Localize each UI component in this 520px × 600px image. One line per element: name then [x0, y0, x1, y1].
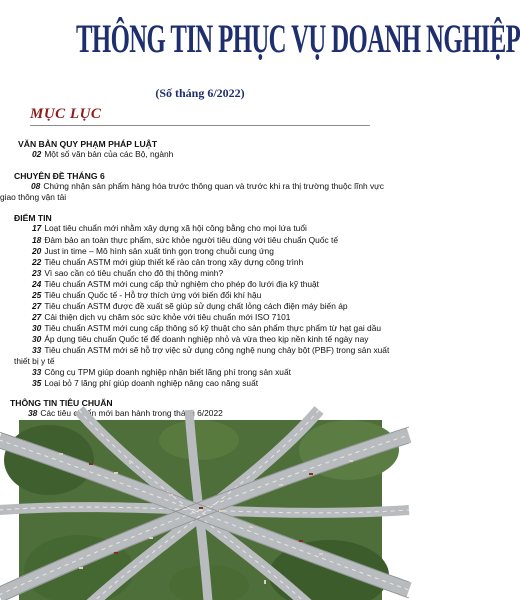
- toc-item-page: 18: [32, 235, 42, 245]
- toc-item-page: 38: [28, 408, 38, 418]
- toc-item[interactable]: [32, 246, 274, 256]
- toc-item-page: 22: [32, 257, 42, 267]
- toc-item-text: Áp dụng tiêu chuẩn Quốc tế để doanh nghiệp nhỏ và vừa theo kịp nền kinh tế ngày nay: [44, 334, 369, 344]
- highway-interchange-photo: [19, 420, 382, 600]
- toc-item[interactable]: [32, 312, 290, 322]
- toc-item-page: 08: [31, 181, 41, 191]
- toc-item-text: Tiêu chuẩn Quốc tế - Hỗ trợ thích ứng với biến đổi khí hậu: [44, 290, 262, 300]
- toc-divider: [30, 125, 370, 126]
- toc-item-text: Tiêu chuẩn ASTM mới cung cấp thử nghiệm cho phép đo lưới địa kỹ thuật: [44, 279, 320, 289]
- masthead-title: THÔNG TIN PHỤC VỤ DOANH NGHIỆP: [76, 16, 520, 61]
- toc-item[interactable]: [32, 378, 258, 388]
- toc-item-text: Cải thiện dịch vụ chăm sóc sức khỏe với tiêu chuẩn mới ISO 7101: [44, 312, 291, 322]
- toc-item-text: Công cụ TPM giúp doanh nghiệp nhận biết lãng phí trong sản xuất: [44, 367, 291, 377]
- toc-item-text: Just in time – Mô hình sản xuất tinh gọn trong chuỗi cung ứng: [44, 246, 274, 256]
- toc-item-page: 27: [32, 312, 42, 322]
- toc-item[interactable]: [32, 279, 319, 289]
- toc-item[interactable]: [32, 323, 381, 333]
- section-heading-legal: VĂN BẢN QUY PHẠM PHÁP LUẬT: [18, 139, 158, 149]
- toc-item[interactable]: [0, 181, 400, 202]
- toc-item-page: 33: [32, 345, 42, 355]
- toc-item-text: Tiêu chuẩn ASTM mới giúp thiết kế rào cản trong xây dựng công trình: [44, 257, 304, 267]
- toc-item[interactable]: [32, 367, 291, 377]
- toc-item-page: 20: [32, 246, 42, 256]
- toc-item-text: Vì sao cần có tiêu chuẩn cho đô thị thông minh?: [44, 268, 224, 278]
- issue-label: (Số tháng 6/2022): [155, 86, 245, 100]
- toc-item-text: Tiêu chuẩn ASTM mới cung cấp thông số kỹ thuật cho sản phẩm thực phẩm từ hạt gai dầu: [44, 323, 382, 333]
- toc-item[interactable]: [14, 345, 400, 366]
- toc-item-text: Đảm bảo an toàn thực phẩm, sức khỏe người tiêu dùng với tiêu chuẩn Quốc tế: [44, 235, 338, 245]
- toc-item-text: Loạt tiêu chuẩn mới nhằm xây dựng xã hội công bằng cho mọi lứa tuổi: [44, 223, 307, 233]
- toc-item-text: Loại bỏ 7 lãng phí giúp doanh nghiệp nâng cao năng suất: [44, 378, 259, 388]
- toc-item-page: 24: [32, 279, 42, 289]
- toc-item[interactable]: [32, 257, 303, 267]
- toc-item-page: 35: [32, 378, 42, 388]
- toc-item-page: 25: [32, 290, 42, 300]
- toc-item-page: 02: [32, 149, 42, 159]
- toc-item-page: 23: [32, 268, 42, 278]
- toc-item-text: Các tiêu chuẩn mới ban hành trong tháng 6/2022: [40, 408, 223, 418]
- toc-item-page: 30: [32, 334, 42, 344]
- section-heading-standards: THÔNG TIN TIÊU CHUẨN: [10, 398, 113, 408]
- toc-item-page: 17: [32, 223, 42, 233]
- toc-item-text: Chứng nhận sản phẩm hàng hóa trước thông quan và trước khi ra thị trường thuộc lĩnh vực giao thông vận tải: [0, 181, 384, 202]
- toc-item-page: 30: [32, 323, 42, 333]
- toc-item-page: 27: [32, 301, 42, 311]
- toc-item-text: Tiêu chuẩn ASTM mới sẽ hỗ trợ việc sử dụng công nghệ nung chảy bột (PBF) trong sản xuất thiết bị y tế: [14, 345, 390, 366]
- section-heading-feature: CHUYÊN ĐỀ THÁNG 6: [14, 171, 105, 181]
- section-heading-news: ĐIỂM TIN: [14, 213, 52, 223]
- toc-title: MỤC LỤC: [30, 106, 102, 122]
- toc-item[interactable]: [32, 149, 173, 159]
- toc-item[interactable]: [32, 235, 338, 245]
- toc-item-page: 33: [32, 367, 42, 377]
- toc-item-text: Một số văn bản của các Bộ, ngành: [44, 149, 174, 159]
- toc-item[interactable]: [32, 334, 368, 344]
- toc-item[interactable]: [32, 301, 348, 311]
- toc-item[interactable]: [32, 290, 261, 300]
- toc-item-text: Tiêu chuẩn ASTM được đề xuất sẽ giúp sử dụng chất lỏng cách điện máy biến áp: [44, 301, 348, 311]
- toc-item[interactable]: [32, 268, 223, 278]
- toc-item[interactable]: [32, 223, 307, 233]
